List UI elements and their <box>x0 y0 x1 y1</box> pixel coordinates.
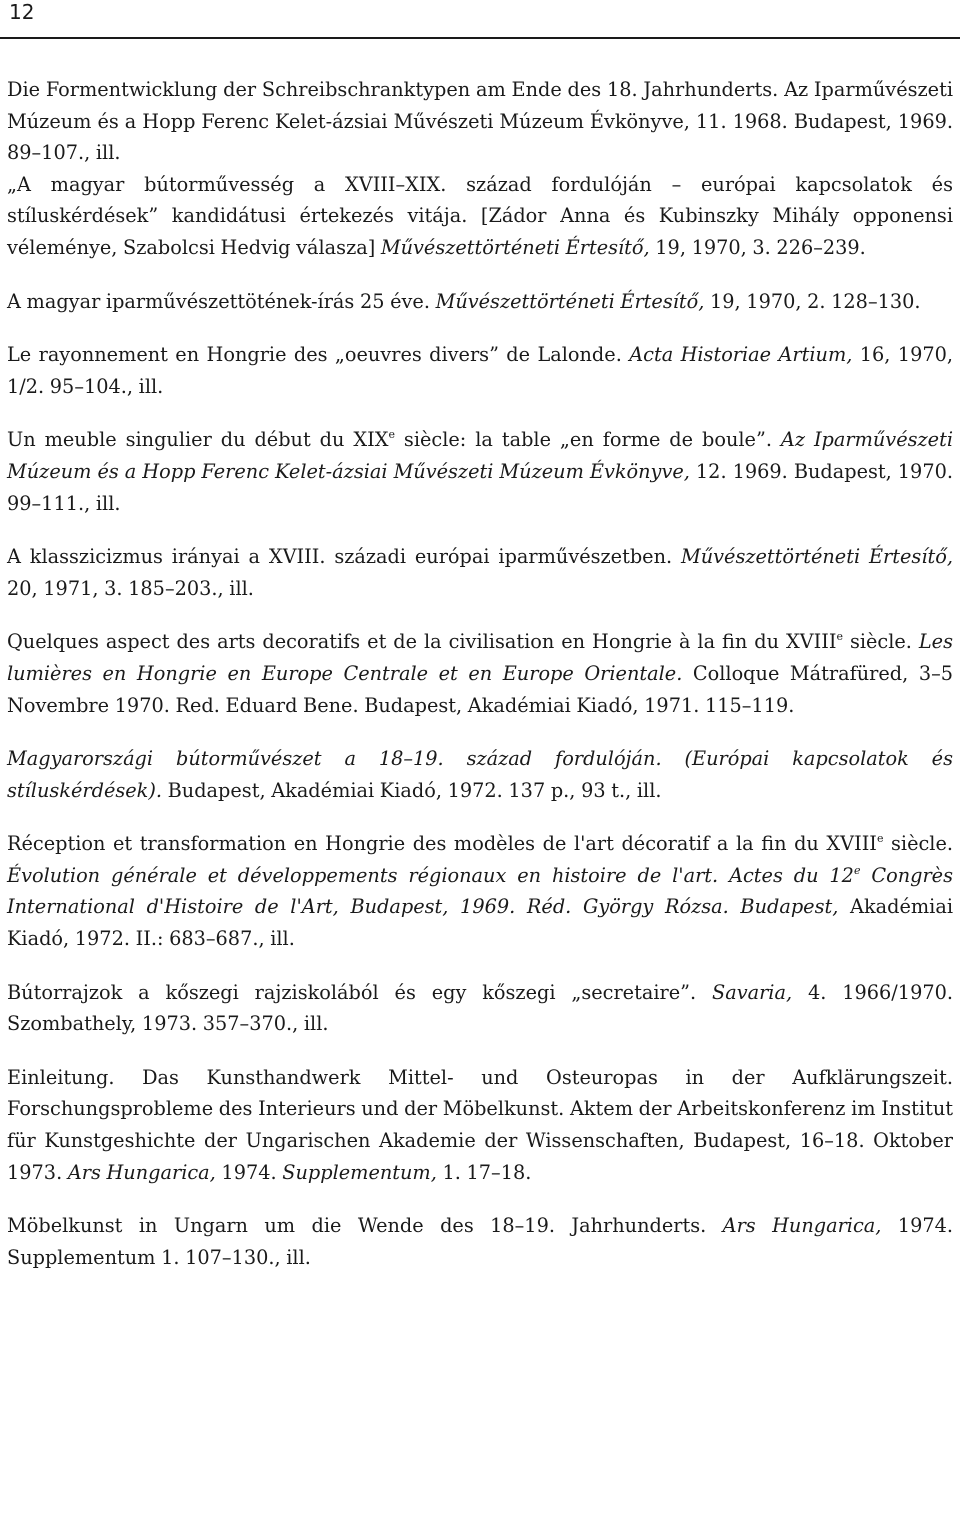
entry-text: Akadémiai Kiadó, 1972. II.: 683–687., ill. <box>7 895 953 951</box>
bibliography-entry <box>7 169 953 264</box>
entry-text: Colloque Mátrafüred, 3–5 Novembre 1970. Red. Eduard Bene. Budapest, Akadémiai Kiadó, 1971. 115–119. <box>7 661 953 717</box>
entry-text: 20, 1971, 3. 185–203., ill. <box>7 576 254 600</box>
page-number: 12 <box>9 0 35 24</box>
bibliography-entry <box>7 541 953 604</box>
title-italic: Az Iparművészeti Múzeum és a Hopp Ferenc Kelet-ázsiai Művészeti Múzeum Évkönyve, <box>7 428 953 483</box>
bibliography-entry <box>7 424 953 519</box>
entry-text: Un meuble singulier du début du XIX <box>7 428 389 452</box>
title-italic: Supplementum, <box>282 1160 437 1184</box>
bibliography-entry <box>7 828 953 954</box>
title-italic: Congrès International d'Histoire de l'Art, Budapest, 1969. Réd. György Rózsa. Budapest, <box>7 863 953 919</box>
title-italic: Művészettörténeti Értesítő, <box>435 289 705 313</box>
bibliography-entry <box>7 1210 953 1273</box>
bibliography-entry <box>7 743 953 806</box>
title-italic: Savaria, <box>711 980 793 1004</box>
bibliography-list <box>7 74 953 1295</box>
entry-text: 1974. <box>215 1160 283 1184</box>
entry-text: Az Iparművészeti Múzeum és a Hopp Ferenc Kelet-ázsiai Művészeti Múzeum Évkönyve, <box>7 78 953 133</box>
bibliography-entry <box>7 977 953 1040</box>
entry-text: siècle. <box>842 630 919 654</box>
entry-text: 16, 1970, 1/2. 95–104., ill. <box>7 343 954 398</box>
entry-text: Le rayonnement en Hongrie des „oeuvres divers” de Lalonde. <box>7 343 630 367</box>
bibliography-entry <box>7 286 953 318</box>
superscript: e <box>853 863 861 877</box>
entry-text: siècle: la table „en forme de boule”. <box>394 428 781 452</box>
entry-text: A klasszicizmus irányai a XVIII. századi európai iparművészetben. <box>7 545 681 569</box>
title-italic: Ars Hungarica, <box>67 1160 216 1184</box>
title-italic: Művészettörténeti Értesítő, <box>380 235 650 259</box>
entry-text: 4. 1966/1970. Szombathely, 1973. 357–370., ill. <box>7 980 953 1036</box>
entry-text: siècle. <box>883 832 954 856</box>
title-italic: Művészettörténeti Értesítő, <box>680 545 953 569</box>
bibliography-entry <box>7 626 953 721</box>
bibliography-entry <box>7 1062 953 1188</box>
entry-text: Quelques aspect des arts decoratifs et de la civilisation en Hongrie à la fin du XVIII <box>7 630 837 654</box>
title-italic: Évolution générale et développements régionaux en histoire de l'art. Actes du 12 <box>7 863 854 887</box>
entry-text: 12. 1969. Budapest, 1970. 99–111., ill. <box>7 459 953 515</box>
title-italic: Magyarországi bútorművészet a 18–19. század fordulóján. (Európai kapcsolatok és stíluskérdések). <box>7 747 953 802</box>
entry-text: 1974. Supplementum 1. 107–130., ill. <box>7 1214 953 1269</box>
bibliography-entry <box>7 339 953 402</box>
header-rule <box>0 37 960 39</box>
bibliography-entry <box>7 74 953 169</box>
entry-text: Bútorrajzok a kőszegi rajziskolából és egy kőszegi „secretaire”. <box>7 980 712 1004</box>
title-italic: Les lumières en Hongrie en Europe Centrale et en Europe Orientale. <box>7 630 953 685</box>
superscript: e <box>836 630 843 644</box>
entry-text: „A magyar bútorművesség a XVIII–XIX. század fordulóján – európai kapcsolatok és stíluskérdések” kandidátusi értekezés vitája. [Zádor Anna és Kubinszky Mihály opponensi véleménye, Szabolcsi Hedvig válasza] <box>7 172 953 259</box>
entry-text: 19, 1970, 2. 128–130. <box>704 289 921 313</box>
title-italic: Ars Hungarica, <box>722 1214 882 1238</box>
entry-text: 1. 17–18. <box>436 1160 532 1184</box>
entry-text: Einleitung. Das Kunsthandwerk Mittel- und Osteuropas in der Aufklärungszeit. Forschungsprobleme des Interieurs und der Möbelkunst. Aktem der Arbeitskonferenz im Institut für Kunstgeshichte der Ungarischen Akademie der Wissenschaften, Budapest, 16–18. Oktober 1973. <box>7 1065 953 1184</box>
entry-text: Réception et transformation en Hongrie des modèles de l'art décoratif a la fin du XVIII <box>7 832 877 856</box>
entry-text: 11. 1968. Budapest, 1969. 89–107., ill. <box>7 109 953 165</box>
superscript: e <box>388 428 395 442</box>
entry-text: A magyar iparművészettötének-írás 25 éve. <box>7 289 436 313</box>
entry-text: Budapest, Akadémiai Kiadó, 1972. 137 p., 93 t., ill. <box>162 778 662 802</box>
entry-text: Die Formentwicklung der Schreibschranktypen am Ende des 18. Jahrhunderts. <box>7 78 785 101</box>
superscript: e <box>876 832 884 846</box>
entry-text: Möbelkunst in Ungarn um die Wende des 18–19. Jahrhunderts. <box>7 1214 723 1238</box>
title-italic: Acta Historiae Artium, <box>629 343 853 367</box>
entry-text: 19, 1970, 3. 226–239. <box>649 235 866 259</box>
